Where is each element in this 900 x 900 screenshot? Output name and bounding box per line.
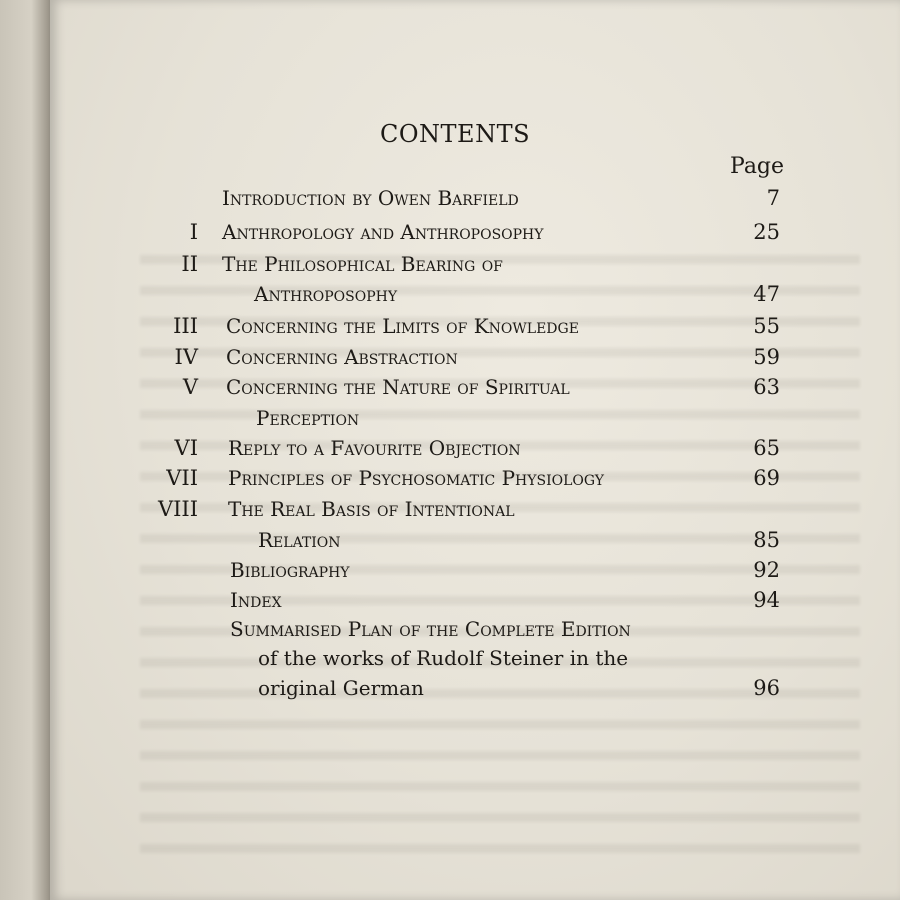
page-column-label: Page — [730, 154, 785, 179]
toc-entry-title-text: The Philosophical Bearing of — [222, 252, 503, 276]
toc-entry-title — [222, 252, 503, 276]
toc-entry-summarised-plan — [230, 617, 631, 641]
toc-page-number: 25 — [753, 220, 780, 244]
toc-page-number: 55 — [753, 314, 780, 338]
toc-entry-title-text: Reply to a Favourite Objection — [228, 436, 521, 460]
toc-chapter-number: I — [189, 220, 198, 244]
toc-entry-title — [222, 220, 544, 244]
page-title: CONTENTS — [380, 120, 531, 148]
toc-entry-index — [230, 588, 282, 612]
toc-entry-title — [228, 497, 515, 521]
toc-entry-title-text: Perception — [256, 406, 360, 430]
toc-page-number: 59 — [753, 345, 780, 369]
toc-entry-title-text: Bibliography — [230, 558, 350, 582]
toc-chapter-number: III — [173, 314, 198, 338]
toc-entry-title — [226, 314, 579, 338]
toc-entry-title — [228, 466, 604, 490]
toc-entry-title — [226, 375, 570, 399]
toc-chapter-number: IV — [174, 345, 198, 369]
toc-chapter-number: II — [181, 252, 198, 276]
toc-page-number: 69 — [753, 466, 780, 490]
toc-entry-title-text: Summarised Plan of the Complete Edition — [230, 617, 631, 641]
toc-page-number: 7 — [766, 186, 780, 210]
toc-page-number: 63 — [753, 375, 780, 399]
toc-entry-title-text: Principles of Psychosomatic Physiology — [228, 466, 605, 490]
toc-entry-title-continued — [256, 406, 359, 430]
toc-page-number: 85 — [753, 528, 780, 552]
toc-entry-title — [226, 345, 458, 369]
toc-entry-title-text: Concerning the Nature of Spiritual — [226, 375, 570, 399]
toc-entry-title-text: Concerning Abstraction — [226, 345, 458, 369]
toc-entry-title-continued — [258, 528, 341, 552]
toc-entry-title-text: Anthropology and Anthroposophy — [222, 220, 544, 244]
toc-entry-title-text: Index — [230, 588, 282, 612]
toc-entry-title: Introduction by Owen Barfield — [222, 186, 519, 210]
toc-entry-title — [228, 436, 521, 460]
toc-entry-title-continued — [254, 282, 397, 306]
toc-entry-title-text: of the works of Rudolf Steiner in the — [258, 646, 629, 670]
toc-entry-title-continued — [258, 646, 628, 670]
toc-page-number: 94 — [753, 588, 780, 612]
toc-entry-title-continued — [258, 676, 424, 700]
toc-entry-bibliography — [230, 558, 350, 582]
toc-entry-introduction — [222, 186, 519, 210]
toc-entry-title-text: Relation — [258, 528, 341, 552]
toc-entry-title-text: The Real Basis of Intentional — [228, 497, 515, 521]
toc-page-number: 96 — [753, 676, 780, 700]
toc-chapter-number: VI — [174, 436, 198, 460]
toc-entry-title-text: Concerning the Limits of Knowledge — [226, 314, 579, 338]
toc-entry-title-text: original German — [258, 676, 424, 700]
toc-chapter-number: VIII — [157, 497, 198, 521]
toc-page-number: 47 — [753, 282, 780, 306]
toc-entry-title-text: Anthroposophy — [254, 282, 398, 306]
toc-page-number: 92 — [753, 558, 780, 582]
toc-chapter-number: VII — [166, 466, 198, 490]
toc-page-number: 65 — [753, 436, 780, 460]
toc-chapter-number: V — [182, 375, 198, 399]
